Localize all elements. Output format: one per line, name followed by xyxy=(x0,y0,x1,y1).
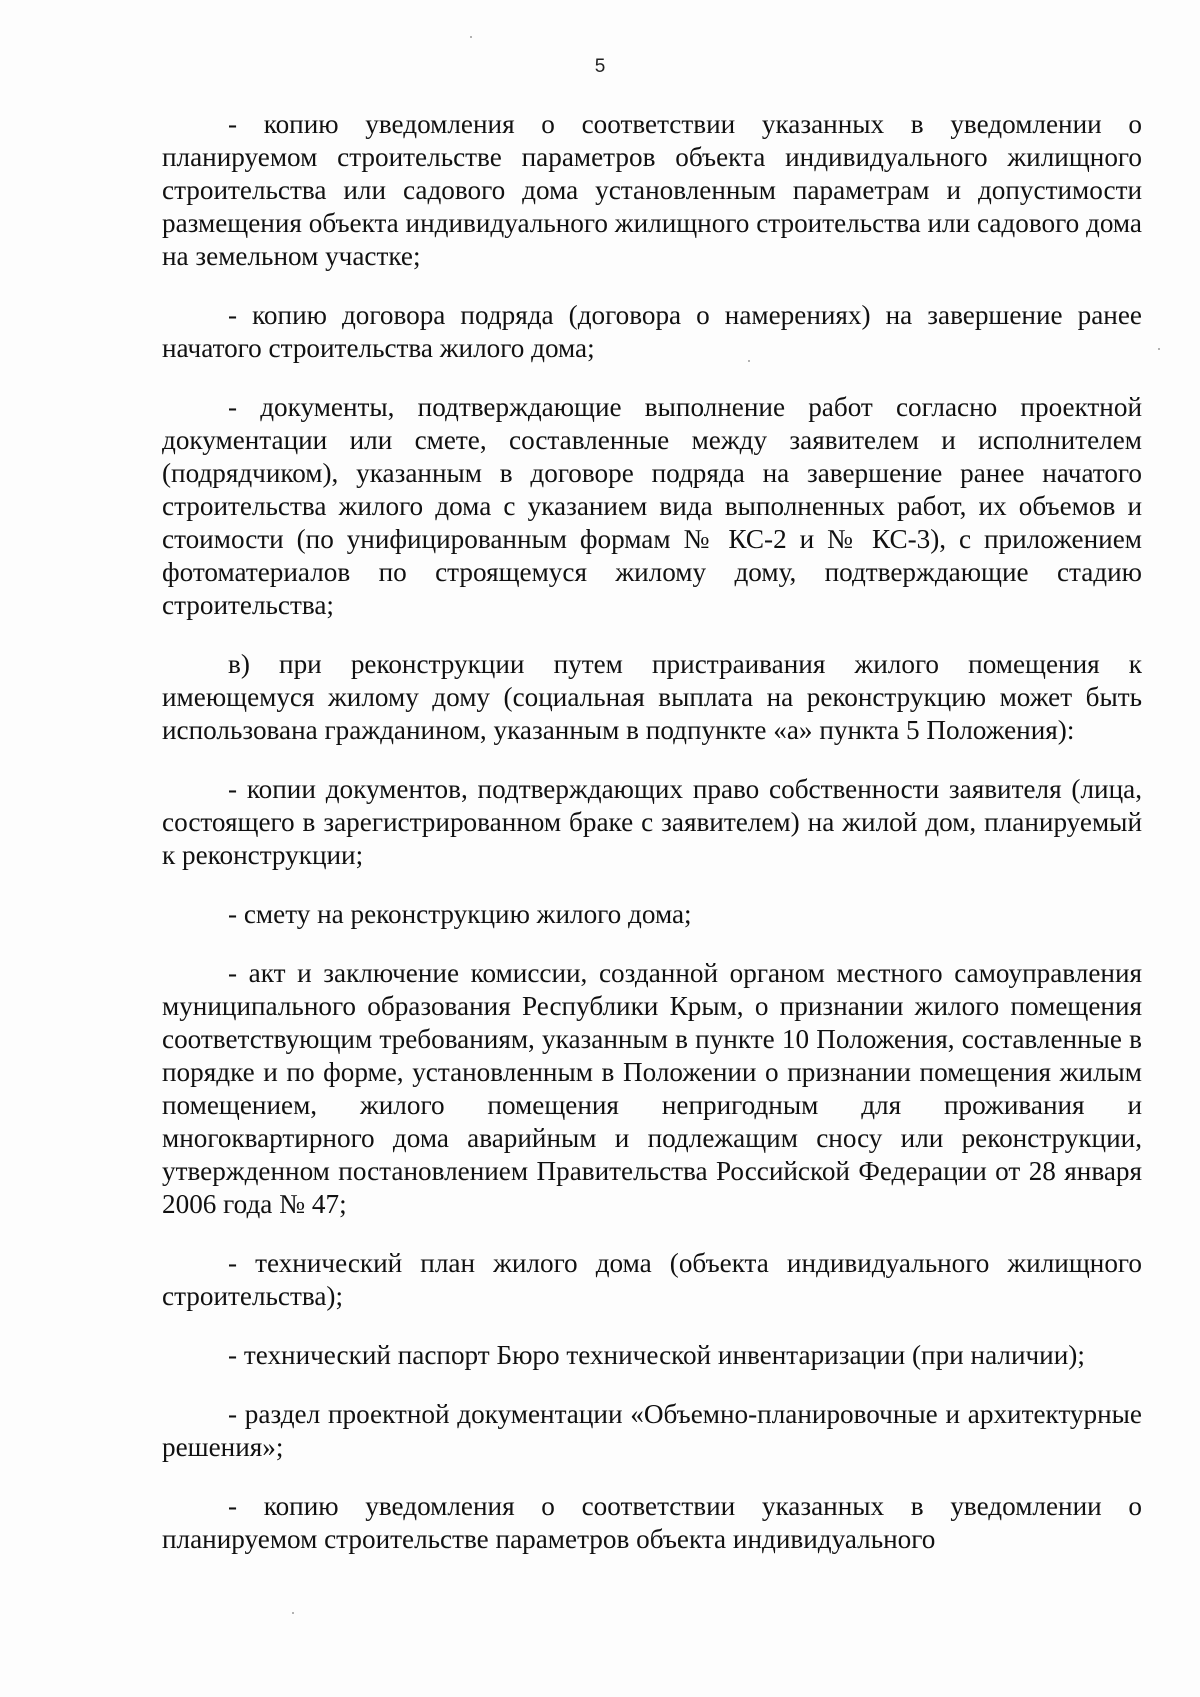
paragraph-work-documents: - документы, подтверждающие выполнение работ согласно проектной документации или смете, составленные между заявителем и исполнителем (подрядчиком), указанным в договоре подряда на завершение ранее начатого строительства жилого дома с указанием вида выполненных работ, их объемов и стоимости (по унифицированным формам № КС-2 и № КС-3), с приложением фотоматериалов по строящемуся жилому дому, подтверждающие стадию строительства; xyxy=(162,392,1142,620)
scan-speck xyxy=(292,1612,294,1614)
paragraph-design-section: - раздел проектной документации «Объемно-планировочные и архитектурные решения»; xyxy=(162,1399,1142,1462)
paragraph-technical-passport: - технический паспорт Бюро технической инвентаризации (при наличии); xyxy=(228,1340,1085,1370)
document-body xyxy=(162,108,1142,1556)
paragraph-notice-copy-continued: - копию уведомления о соответствии указанных в уведомлении о планируемом строительстве параметров объекта индивидуального xyxy=(162,1491,1142,1554)
paragraph-technical-plan: - технический план жилого дома (объекта индивидуального жилищного строительства); xyxy=(162,1248,1142,1311)
scan-speck xyxy=(470,36,472,38)
paragraph-notice-copy: - копию уведомления о соответствии указанных в уведомлении о планируемом строительстве параметров объекта индивидуального жилищного строительства или садового дома установленным параметрам и допустимости размещения объекта индивидуального жилищного строительства или садового дома на земельном участке; xyxy=(162,109,1142,271)
paragraph-reconstruction: в) при реконструкции путем пристраивания жилого помещения к имеющемуся жилому дому (социальная выплата на реконструкцию может быть использована гражданином, указанным в подпункте «а» пункта 5 Положения): xyxy=(162,649,1142,745)
paragraph-commission-act: - акт и заключение комиссии, созданной органом местного самоуправления муниципального образования Республики Крым, о признании жилого помещения соответствующим требованиям, указанным в пункте 10 Положения, составленные в порядке и по форме, установленным в Положении о признании помещения жилым помещением, жилого помещения непригодным для проживания и многоквартирного дома аварийным и подлежащим сносу или реконструкции, утвержденном постановлением Правительства Российской Федерации от 28 января 2006 года № 47; xyxy=(162,958,1142,1219)
paragraph-contract-copy: - копию договора подряда (договора о намерениях) на завершение ранее начатого строительства жилого дома; xyxy=(162,300,1142,363)
scan-speck xyxy=(748,360,750,362)
page-number: 5 xyxy=(594,56,606,77)
paragraph-estimate: - смету на реконструкцию жилого дома; xyxy=(228,899,692,929)
paragraph-ownership-documents: - копии документов, подтверждающих право собственности заявителя (лица, состоящего в зарегистрированном браке с заявителем) на жилой дом, планируемый к реконструкции; xyxy=(162,774,1142,870)
scan-speck xyxy=(1158,348,1160,350)
